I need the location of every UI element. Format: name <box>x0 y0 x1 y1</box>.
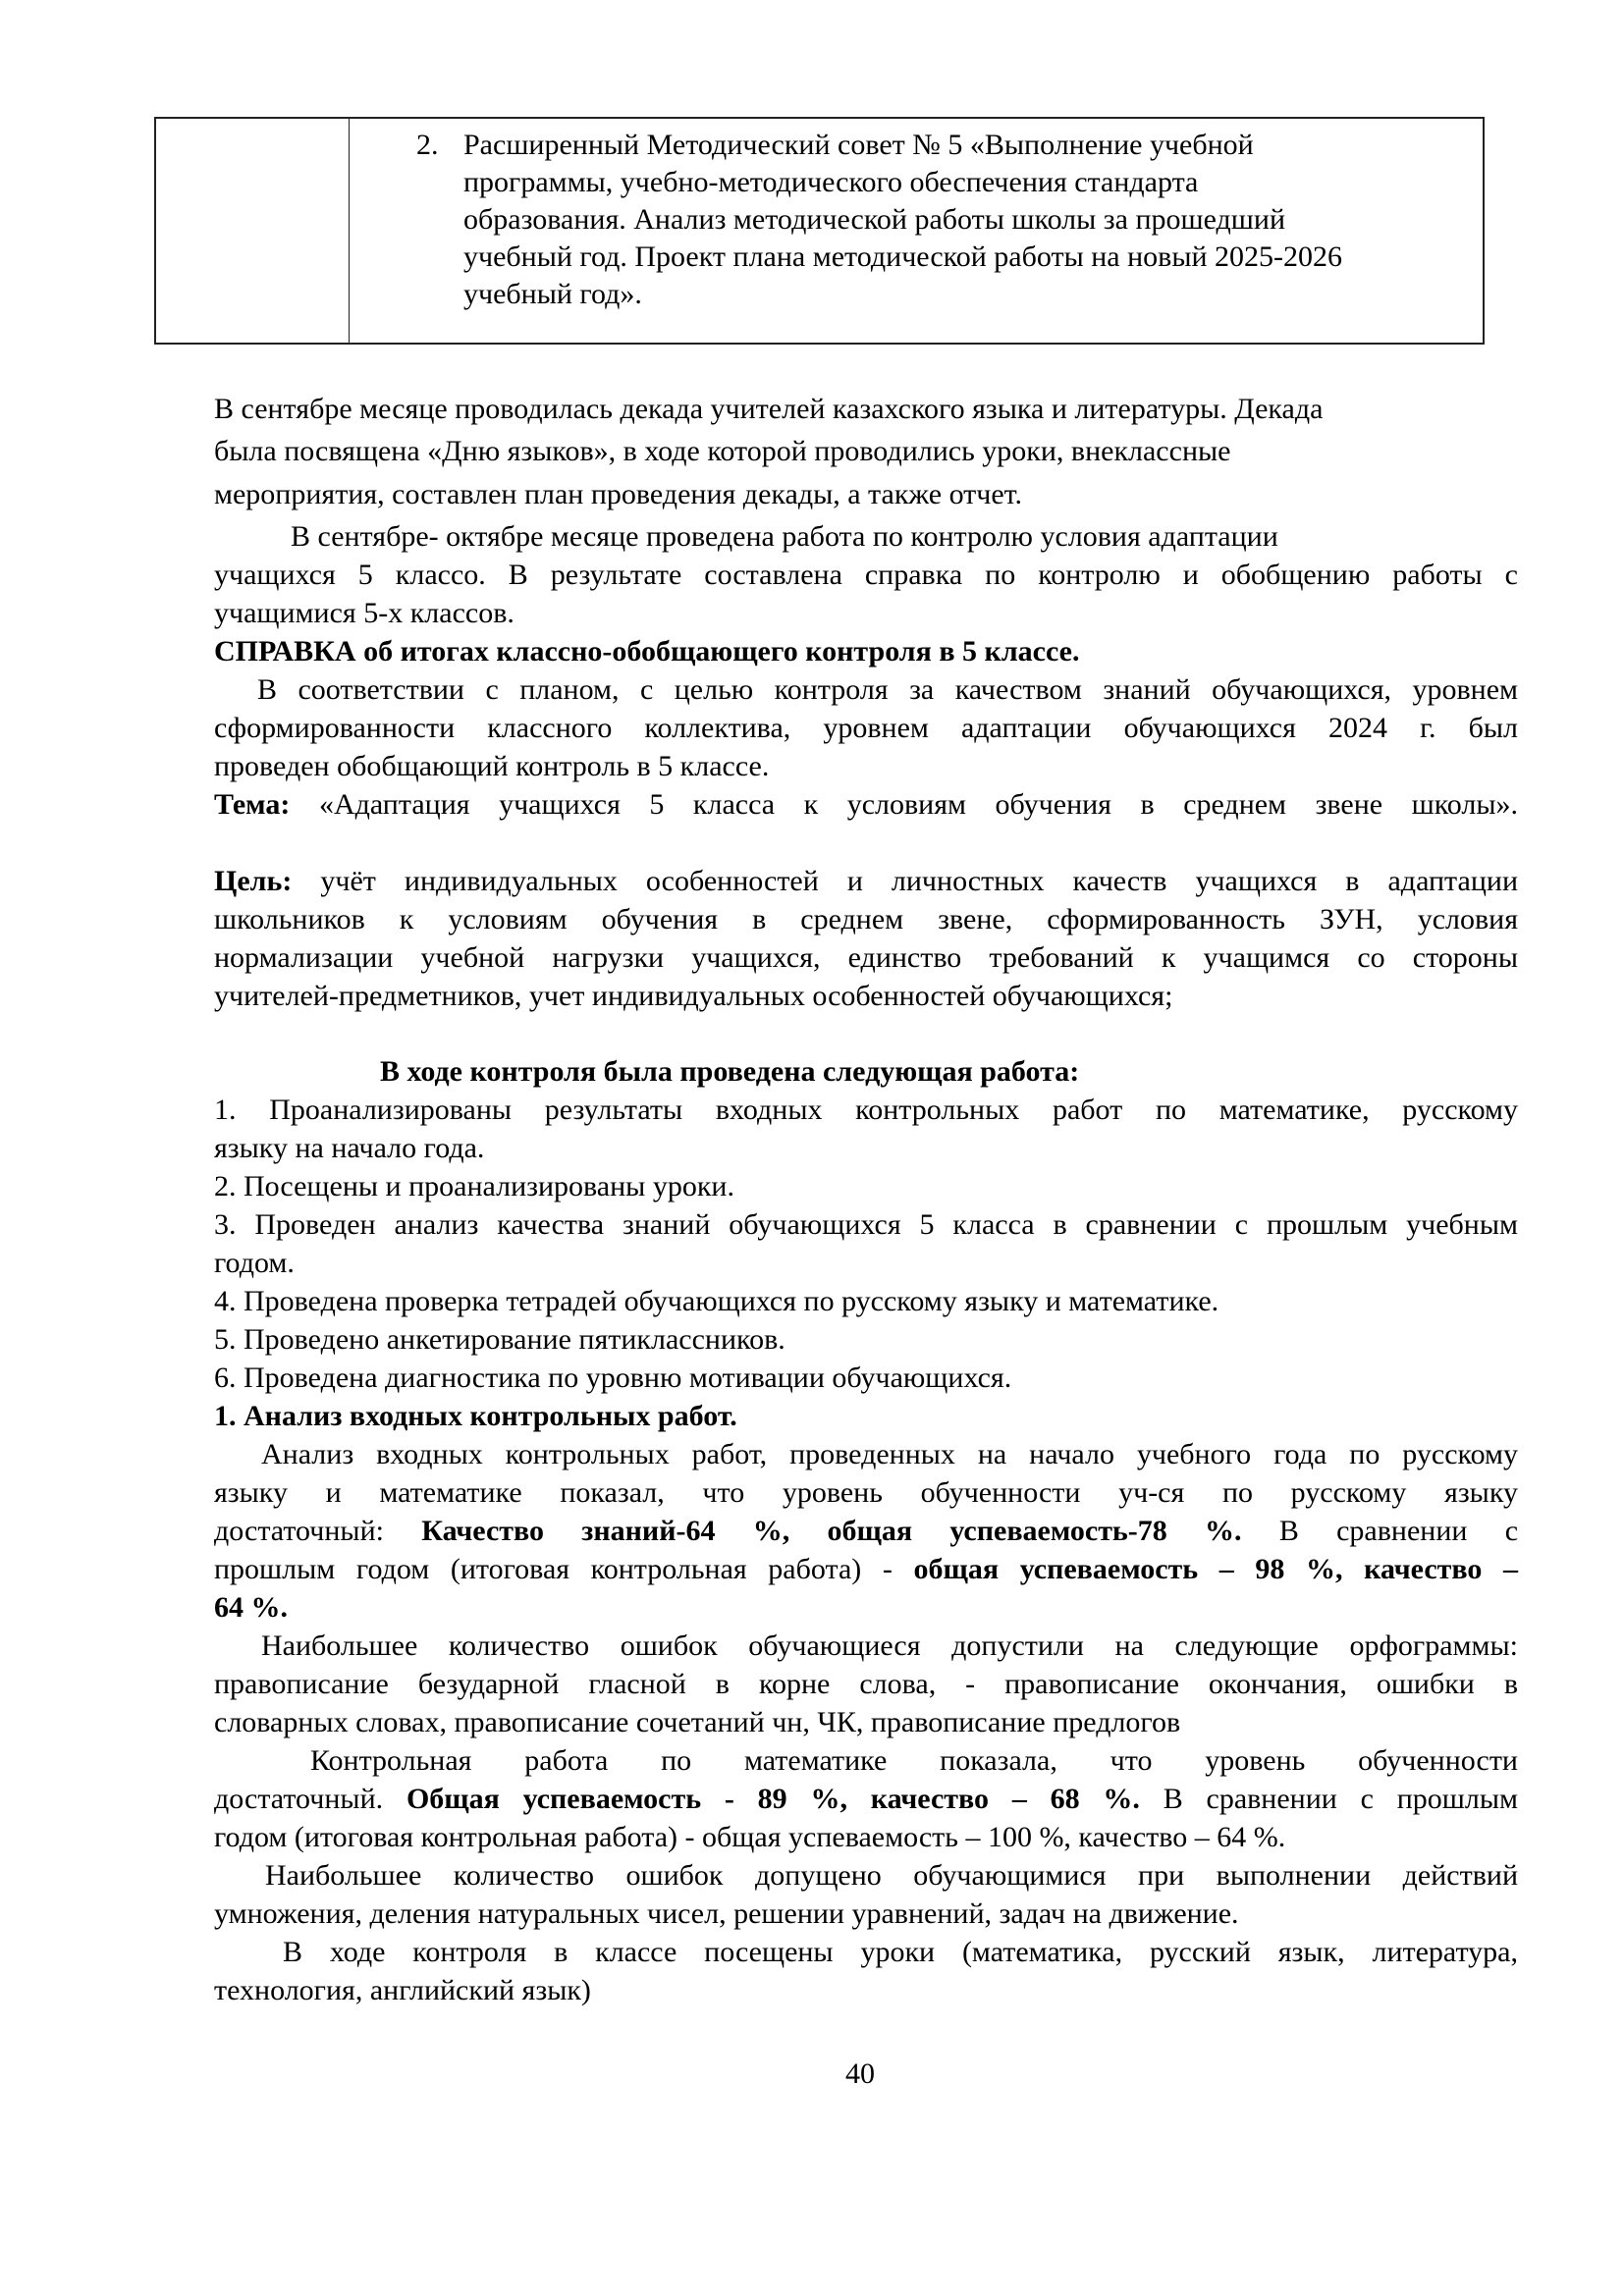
text-line: Анализ входных контрольных работ, проведенных на начало учебного года по русскому <box>261 1438 1518 1470</box>
text-fragment: достаточный: <box>214 1515 384 1547</box>
text-line: В ходе контроля в классе посещены уроки (математика, русский язык, литература, <box>283 1936 1518 1968</box>
page-number: 40 <box>845 2057 875 2090</box>
text-line: учащимися 5-х классов. <box>214 597 514 629</box>
russian-results-highlight: Качество знаний-64 %, общая успеваемость-78 %. <box>421 1515 1242 1547</box>
work-item-line: 5. Проведено анкетирование пятиклассников. <box>214 1323 785 1356</box>
text-line: языку и математике показал, что уровень обученности уч-ся по русскому языку <box>214 1476 1518 1509</box>
table-item-line: учебный год. Проект плана методической работы на новый 2025-2026 <box>463 240 1343 273</box>
work-item-line: годом. <box>214 1247 295 1279</box>
table-item-line: учебный год». <box>463 278 642 310</box>
results-line <box>214 1781 1518 1818</box>
tema-text: «Адаптация учащихся 5 класса к условиям обучения в среднем звене школы». <box>318 788 1519 821</box>
text-line: В сентябре- октябре месяце проведена работа по контролю условия адаптации <box>291 520 1278 553</box>
table-item-text <box>463 127 1445 313</box>
goal-label: Цель: <box>214 865 293 897</box>
work-item-line: 1. Проанализированы результаты входных контрольных работ по математике, русскому <box>214 1094 1518 1126</box>
text-line: правописание безударной гласной в корне слова, - правописание окончания, ошибки в <box>214 1668 1518 1700</box>
table-item-line: Расширенный Методический совет № 5 «Выполнение учебной <box>463 129 1254 161</box>
text-line: годом (итоговая контрольная работа) - общая успеваемость – 100 %, качество – 64 %. <box>214 1821 1286 1853</box>
table-item-number: 2. <box>416 129 439 161</box>
results-line <box>214 1551 1518 1588</box>
text-line: Наибольшее количество ошибок обучающиеся допустили на следующие орфограммы: <box>261 1629 1518 1662</box>
work-item-line: 6. Проведена диагностика по уровню мотивации обучающихся. <box>214 1362 1012 1394</box>
text-fragment: В сравнении с <box>1278 1515 1519 1547</box>
results-line-end: 64 %. <box>214 1591 288 1624</box>
text-line: словарных словах, правописание сочетаний чн, ЧК, правописание предлогов <box>214 1706 1181 1738</box>
goal-line <box>214 863 1518 900</box>
text-line: учащихся 5 классо. В результате составлена справка по контролю и обобщению работы с <box>214 559 1518 591</box>
text-line: В соответствии с планом, с целью контроля за качеством знаний обучающихся, уровнем <box>257 673 1518 706</box>
table-item-line: программы, учебно-методического обеспечения стандарта <box>463 166 1199 198</box>
text-line: нормализации учебной нагрузки учащихся, единство требований к учащимся со стороны <box>214 941 1518 974</box>
work-item-line: языку на начало года. <box>214 1132 485 1164</box>
text-fragment: прошлым годом (итоговая контрольная работа) - <box>214 1553 893 1585</box>
text-line: сформированности классного коллектива, уровнем адаптации обучающихся 2024 г. был <box>214 712 1518 744</box>
text-line: технология, английский язык) <box>214 1974 591 2006</box>
text-line: В сентябре месяце проводилась декада учителей казахского языка и литературы. Декада <box>214 393 1324 425</box>
goal-text: учёт индивидуальных особенностей и личностных качеств учащихся в адаптации <box>320 865 1519 897</box>
text-line: проведен обобщающий контроль в 5 классе. <box>214 750 770 782</box>
text-line: Контрольная работа по математике показала, что уровень обученности <box>310 1744 1518 1777</box>
tema-line <box>214 786 1518 824</box>
math-results-highlight: Общая успеваемость - 89 %, качество – 68 %. <box>406 1783 1140 1815</box>
text-line: учителей-предметников, учет индивидуальных особенностей обучающихся; <box>214 980 1173 1012</box>
russian-prev-results-highlight: общая успеваемость – 98 %, качество – <box>913 1553 1519 1585</box>
text-line: Наибольшее количество ошибок допущено обучающимися при выполнении действий <box>265 1859 1518 1892</box>
work-heading: В ходе контроля была проведена следующая работа: <box>380 1055 1080 1088</box>
text-line: умножения, деления натуральных чисел, решении уравнений, задач на движение. <box>214 1897 1239 1930</box>
table-column-divider <box>349 119 350 343</box>
text-line: была посвящена «Дню языков», в ходе которой проводились уроки, внеклассные <box>214 435 1231 467</box>
text-line: мероприятия, составлен план проведения декады, а также отчет. <box>214 478 1023 510</box>
text-line: школьников к условиям обучения в среднем звене, сформированность ЗУН, условия <box>214 903 1518 935</box>
work-item-line: 3. Проведен анализ качества знаний обучающихся 5 класса в сравнении с прошлым учебным <box>214 1208 1518 1241</box>
text-fragment: В сравнении с прошлым <box>1163 1783 1519 1815</box>
section1-heading: 1. Анализ входных контрольных работ. <box>214 1400 737 1432</box>
spravka-title: СПРАВКА об итогах классно-обобщающего контроля в 5 классе. <box>214 635 1080 667</box>
tema-label: Тема: <box>214 788 291 821</box>
work-item-line: 2. Посещены и проанализированы уроки. <box>214 1170 734 1202</box>
work-item-line: 4. Проведена проверка тетрадей обучающихся по русскому языку и математике. <box>214 1285 1219 1317</box>
text-fragment: достаточный. <box>214 1783 384 1815</box>
table-item-line: образования. Анализ методической работы школы за прошедший <box>463 203 1286 236</box>
results-line <box>214 1513 1518 1550</box>
plan-table <box>154 117 1485 345</box>
